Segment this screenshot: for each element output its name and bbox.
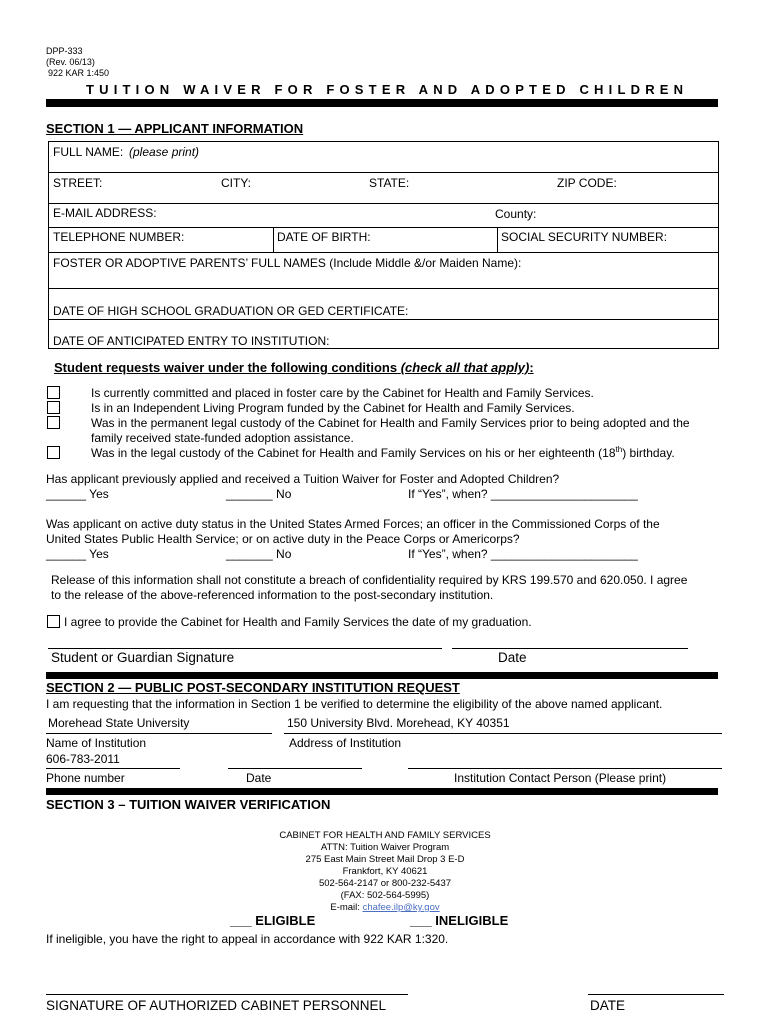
institution-address-label: Address of Institution xyxy=(289,736,402,750)
condition-checkbox-3[interactable] xyxy=(47,416,60,429)
telephone-label: TELEPHONE NUMBER: xyxy=(53,230,185,244)
question-1-when[interactable]: If “Yes”, when? ______________________ xyxy=(408,487,638,501)
cabinet-date-label: DATE xyxy=(590,998,626,1013)
student-signature-label: Student or Guardian Signature xyxy=(51,650,235,665)
release-line1: Release of this information shall not constitute a breach of confidentiality required by KRS 199.570 and 620.050. I agree xyxy=(51,573,688,587)
cabinet-street: 275 East Main Street Mail Drop 3 E-D xyxy=(305,854,465,865)
eligible-option[interactable]: ___ ELIGIBLE xyxy=(230,913,316,928)
divider xyxy=(273,228,274,252)
condition-4-sup: th xyxy=(615,445,623,454)
section3-rule xyxy=(46,788,718,795)
conditions-hint: (check all that apply) xyxy=(400,360,530,375)
dob-label: DATE OF BIRTH: xyxy=(277,230,371,244)
condition-4-pre: Was in the legal custody of the Cabinet for Health and Family Services on his or her eighteenth (18 xyxy=(91,446,616,460)
student-signature-line[interactable] xyxy=(48,648,442,649)
form-regulation: 922 KAR 1:450 xyxy=(48,68,110,78)
conditions-colon: : xyxy=(529,360,534,375)
zip-label: ZIP CODE: xyxy=(557,176,617,190)
street-label: STREET: xyxy=(53,176,103,190)
condition-4-post: ) birthday. xyxy=(622,446,675,460)
ssn-label: SOCIAL SECURITY NUMBER: xyxy=(501,230,668,244)
form-title: TUITION WAIVER FOR FOSTER AND ADOPTED CHILDREN xyxy=(86,82,689,97)
institution-name-value[interactable]: Morehead State University xyxy=(48,716,190,730)
condition-4-text xyxy=(91,445,675,460)
student-date-line[interactable] xyxy=(452,648,688,649)
phone-label: Phone number xyxy=(46,771,125,785)
institution-name-label: Name of Institution xyxy=(46,736,147,750)
form-revision: (Rev. 06/13) xyxy=(46,57,95,67)
conditions-heading-text: Student requests waiver under the following conditions xyxy=(54,360,398,375)
contact-person-label: Institution Contact Person (Please print) xyxy=(454,771,667,785)
question-1-no[interactable]: _______ No xyxy=(226,487,292,501)
phone-line xyxy=(46,768,180,769)
county-label: County: xyxy=(495,207,537,221)
applicant-info-table xyxy=(48,141,719,349)
condition-3-text-line2: family received state-funded adoption assistance. xyxy=(91,431,354,445)
title-rule xyxy=(46,99,718,107)
email-link[interactable]: chafee.ilp@ky.gov xyxy=(362,902,440,913)
question-2-line2: United States Public Health Service; or on active duty in the Peace Corps or Americorps? xyxy=(46,532,520,546)
city-label: CITY: xyxy=(221,176,252,190)
question-2-line1: Was applicant on active duty status in the United States Armed Forces; an officer in the Commissioned Corps of the xyxy=(46,517,660,531)
phone-value[interactable]: 606-783-2011 xyxy=(46,752,120,766)
section3-heading: SECTION 3 – TUITION WAIVER VERIFICATION xyxy=(46,797,331,812)
student-date-label: Date xyxy=(498,650,527,665)
agree-text: I agree to provide the Cabinet for Health and Family Services the date of my graduation. xyxy=(64,615,532,629)
conditions-heading xyxy=(54,360,534,375)
entry-label: DATE OF ANTICIPATED ENTRY TO INSTITUTION: xyxy=(53,334,330,348)
cabinet-phone: 502-564-2147 or 800-232-5437 xyxy=(318,878,452,889)
section1-heading: SECTION 1 — APPLICANT INFORMATION xyxy=(46,121,304,136)
question-1-yes[interactable]: ______ Yes xyxy=(46,487,109,501)
email-label: E-mail: xyxy=(330,902,360,913)
graduation-label: DATE OF HIGH SCHOOL GRADUATION OR GED CERTIFICATE: xyxy=(53,304,409,318)
full-name-label: FULL NAME: xyxy=(53,145,124,159)
phone-dob-ssn-row[interactable] xyxy=(49,228,718,253)
entry-field[interactable] xyxy=(49,320,718,349)
condition-checkbox-4[interactable] xyxy=(47,446,60,459)
divider xyxy=(497,228,498,252)
request-date-label: Date xyxy=(246,771,272,785)
parents-field[interactable] xyxy=(49,253,718,289)
question-2-yes[interactable]: ______ Yes xyxy=(46,547,109,561)
full-name-hint: (please print) xyxy=(129,145,200,159)
condition-checkbox-2[interactable] xyxy=(47,401,60,414)
cabinet-fax: (FAX: 502-564-5995) xyxy=(340,890,430,901)
graduation-field[interactable] xyxy=(49,289,718,320)
condition-2-text: Is in an Independent Living Program funded by the Cabinet for Health and Family Services. xyxy=(91,401,575,415)
state-label: STATE: xyxy=(369,176,410,190)
institution-address-line xyxy=(284,733,722,734)
cabinet-signature-label: SIGNATURE OF AUTHORIZED CABINET PERSONNEL xyxy=(46,998,387,1013)
release-line2: to the release of the above-referenced information to the post-secondary institution. xyxy=(51,588,494,602)
parents-label: FOSTER OR ADOPTIVE PARENTS’ FULL NAMES (Include Middle &/or Maiden Name): xyxy=(53,256,522,270)
appeal-text: If ineligible, you have the right to appeal in accordance with 922 KAR 1:320. xyxy=(46,932,449,946)
cabinet-email xyxy=(0,902,770,914)
email-row[interactable] xyxy=(49,204,718,228)
cabinet-name: CABINET FOR HEALTH AND FAMILY SERVICES xyxy=(279,830,491,841)
institution-address-value[interactable]: 150 University Blvd. Morehead, KY 40351 xyxy=(287,716,510,730)
section2-intro: I am requesting that the information in Section 1 be verified to determine the eligibility of the above named applicant. xyxy=(46,697,663,711)
email-label: E-MAIL ADDRESS: xyxy=(53,206,157,220)
section2-heading: SECTION 2 — PUBLIC POST-SECONDARY INSTITUTION REQUEST xyxy=(46,680,460,695)
cabinet-attn: ATTN: Tuition Waiver Program xyxy=(320,842,450,853)
address-row[interactable] xyxy=(49,173,718,204)
cabinet-city: Frankfort, KY 40621 xyxy=(342,866,428,877)
agree-checkbox[interactable] xyxy=(47,615,60,628)
institution-name-line xyxy=(46,733,272,734)
condition-3-text-line1: Was in the permanent legal custody of the Cabinet for Health and Family Services prior to being adopted and the xyxy=(91,416,690,430)
question-2-no[interactable]: _______ No xyxy=(226,547,292,561)
condition-1-text: Is currently committed and placed in foster care by the Cabinet for Health and Family Services. xyxy=(91,386,594,400)
form-id: DPP-333 xyxy=(46,46,83,56)
cabinet-signature-line[interactable] xyxy=(46,994,408,995)
section2-rule xyxy=(46,672,718,679)
full-name-field[interactable] xyxy=(49,142,718,173)
ineligible-option[interactable]: ___ INELIGIBLE xyxy=(410,913,509,928)
contact-person-line[interactable] xyxy=(408,768,722,769)
cabinet-date-line[interactable] xyxy=(588,994,724,995)
question-1: Has applicant previously applied and received a Tuition Waiver for Foster and Adopted Children? xyxy=(46,472,560,486)
question-2-when[interactable]: If “Yes”, when? ______________________ xyxy=(408,547,638,561)
request-date-line[interactable] xyxy=(228,768,362,769)
condition-checkbox-1[interactable] xyxy=(47,386,60,399)
